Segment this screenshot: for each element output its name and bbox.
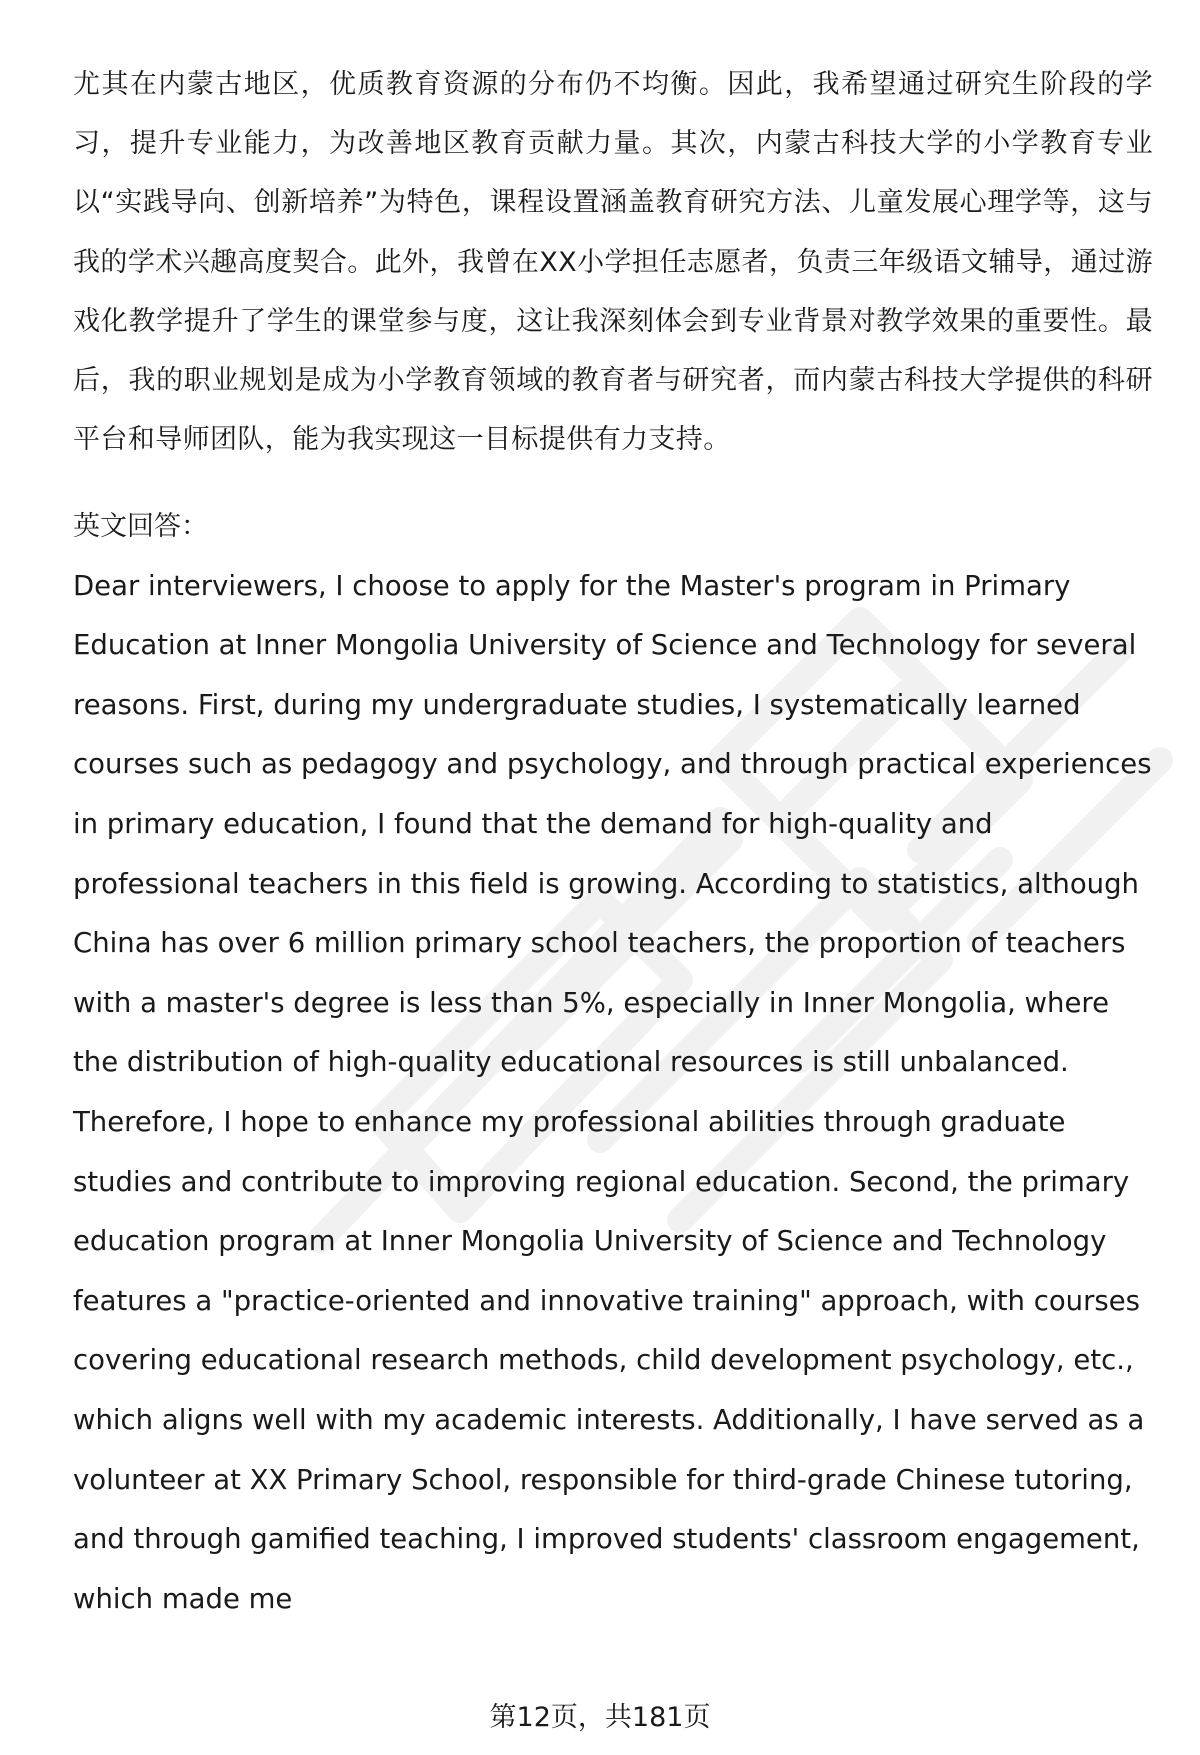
english-answer-label: 英文回答：: [73, 511, 208, 543]
page-footer: 第12页，共181页: [489, 1702, 711, 1733]
chinese-answer-paragraph: 尤其在内蒙古地区，优质教育资源的分布仍不均衡。因此，我希望通过研究生阶段的学习，提升专业能力，为改善地区教育贡献力量。其次，内蒙古科技大学的小学教育专业以“实践导向、创新培养”为特色，课程设置涵盖教育研究方法、儿童发展心理学等，这与我的学术兴趣高度契合。此外，我曾在XX小学担任志愿者，负责三年级语文辅导，通过游戏化教学提升了学生的课堂参与度，这让我深刻体会到专业背景对教学效果的重要性。最后，我的职业规划是成为小学教育领域的教育者与研究者，而内蒙古科技大学提供的科研平台和导师团队，能为我实现这一目标提供有力支持。: [73, 69, 1153, 456]
english-answer-paragraph: Dear interviewers, I choose to apply for the Master's program in Primary Education at Inner Mongolia University of Science and Technology for several reasons. First, during my undergraduate studies, I systematically learned courses such as pedagogy and psychology, and through practical experiences in primary education, I found that the demand for high-quality and professional teachers in this field is growing. According to statistics, although China has over 6 million primary school teachers, the proportion of teachers with a master's degree is less than 5%, especially in Inner Mongolia, where the distribution of high-quality educational resources is still unbalanced. Therefore, I hope to enhance my professional abilities through graduate studies and contribute to improving regional education. Second, the primary education program at Inner Mongolia University of Science and Technology features a "practice-oriented and innovative training" approach, with courses covering educational research methods, child development psychology, etc., which aligns well with my academic interests. Additionally, I have served as a volunteer at XX Primary School, responsible for third-grade Chinese tutoring, and through gamified teaching, I improved students' classroom engagement, which made me: [73, 569, 1152, 1615]
page-content: [73, 55, 1153, 1629]
